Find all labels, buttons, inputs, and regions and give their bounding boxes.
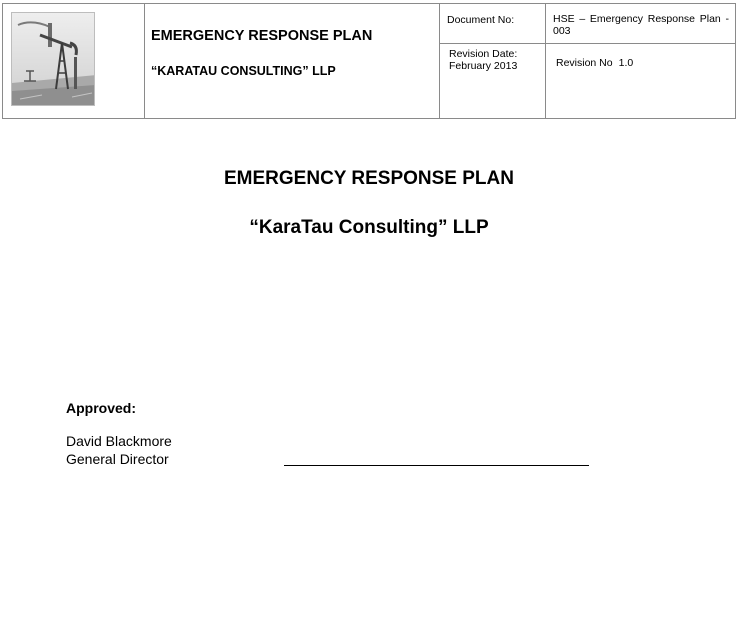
company-logo — [11, 12, 95, 106]
document-no-label: Document No: — [447, 14, 515, 26]
signature-line — [284, 465, 589, 466]
document-no-value-cell — [546, 4, 736, 44]
header-title: EMERGENCY RESPONSE PLAN — [151, 28, 373, 44]
revision-date-cell — [440, 44, 546, 119]
revision-date-label: Revision Date: — [449, 48, 518, 60]
document-no-label-cell — [440, 4, 546, 44]
document-title: EMERGENCY RESPONSE PLAN — [224, 168, 514, 189]
approved-label: Approved: — [66, 400, 136, 416]
header-title-cell — [145, 4, 440, 119]
revision-no-label: Revision No — [556, 57, 613, 69]
logo-cell — [3, 4, 145, 119]
approver-name: David Blackmore — [66, 433, 172, 449]
document-no-value: HSE – Emergency Response Plan - 003 — [553, 13, 729, 37]
document-company: “KaraTau Consulting” LLP — [249, 217, 489, 238]
revision-date-value: February 2013 — [449, 60, 518, 72]
header-company: “KARATAU CONSULTING” LLP — [151, 64, 336, 78]
oil-pump-icon — [12, 13, 95, 106]
document-header — [2, 3, 736, 119]
revision-no-cell — [546, 44, 736, 119]
revision-no-value: 1.0 — [618, 57, 634, 69]
approver-position: General Director — [66, 451, 169, 467]
revision-no — [556, 57, 735, 69]
